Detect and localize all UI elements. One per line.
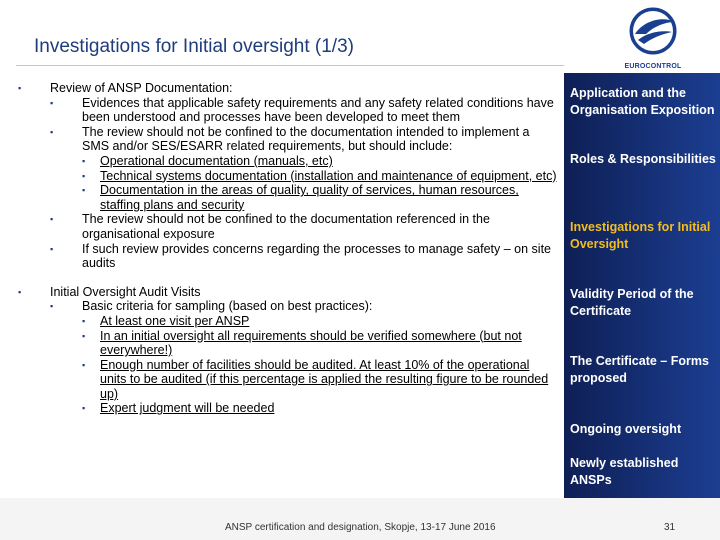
sub-bullet-text: Operational documentation (manuals, etc) [100, 153, 333, 168]
sub-bullet-text: Enough number of facilities should be audited. At least 10% of the operational units to be audited (if this percentage is applied the resulting figure to be rounded up) [100, 357, 549, 401]
sub-bullet-text: Technical systems documentation (installation and maintenance of equipment, etc) [100, 168, 557, 183]
section-heading: Initial Oversight Audit Visits [50, 284, 201, 299]
sidebar-item-roles[interactable]: Roles & Responsibilities [570, 152, 716, 166]
footer-caption: ANSP certification and designation, Skopje, 13-17 June 2016 [225, 522, 496, 533]
section-gap [18, 271, 558, 285]
page-number: 31 [664, 522, 676, 533]
content-body [18, 81, 558, 416]
bullet-marker: ▪ [50, 214, 54, 225]
bullet-marker: ▪ [82, 359, 86, 370]
bullet-marker: ▪ [50, 126, 54, 137]
bullet-item [50, 125, 558, 154]
sub-bullet-text: At least one visit per ANSP [100, 313, 250, 328]
sidebar-item-ongoing[interactable]: Ongoing oversight [570, 422, 682, 436]
bullet-text: The review should not be confined to the documentation intended to implement a SMS and/or SES/ESARR related requirements, but should include: [82, 124, 530, 154]
bullet-text: Evidences that applicable safety requirements and any safety related conditions have been understood and processes have been developed to meet them [82, 95, 554, 125]
sub-bullet-item [82, 169, 558, 184]
sub-bullet-item [82, 329, 558, 358]
section-heading: Review of ANSP Documentation: [50, 81, 233, 95]
sub-bullet-item [82, 154, 558, 169]
bullet-marker: ▪ [50, 243, 54, 254]
page-title: Investigations for Initial oversight (1/3) [34, 36, 354, 57]
sub-bullet-item [82, 401, 558, 416]
bullet-text: Basic criteria for sampling (based on best practices): [82, 299, 373, 314]
bullet-marker: ▪ [82, 155, 86, 166]
bullet-item [50, 299, 558, 314]
sub-bullet-item [82, 314, 558, 329]
bullet-marker: ▪ [82, 403, 86, 414]
bullet-item [50, 242, 558, 271]
sidebar-item-investigations[interactable]: Investigations for Initial Oversight [570, 220, 711, 251]
sidebar-item-certificate[interactable]: The Certificate – Forms proposed [570, 354, 709, 385]
bullet-text: The review should not be confined to the documentation referenced in the organisational exposure [82, 212, 490, 241]
sidebar-nav [564, 73, 720, 498]
sub-bullet-item [82, 183, 558, 212]
title-divider [16, 65, 564, 66]
bullet-text: If such review provides concerns regarding the processes to manage safety – on site audits [82, 241, 552, 271]
bullet-marker: ▪ [50, 301, 54, 312]
sidebar-item-validity[interactable]: Validity Period of the Certificate [570, 287, 694, 318]
sidebar-item-new-ansps[interactable]: Newly established ANSPs [570, 456, 679, 487]
bullet-marker: ▪ [82, 330, 86, 341]
bullet-marker: ▪ [18, 83, 22, 93]
bullet-marker: ▪ [50, 97, 54, 108]
sidebar-item-application[interactable]: Application and the Organisation Exposition [570, 86, 715, 117]
sub-bullet-text: Expert judgment will be needed [100, 401, 275, 416]
bullet-section [18, 81, 558, 96]
eurocontrol-logo [586, 0, 720, 73]
bullet-marker: ▪ [82, 185, 86, 196]
bullet-marker: ▪ [18, 286, 22, 297]
bullet-section [18, 285, 558, 300]
sub-bullet-item [82, 358, 558, 402]
logo-text: EUROCONTROL [624, 63, 682, 70]
bullet-item [50, 212, 558, 241]
bullet-marker: ▪ [82, 170, 86, 181]
sub-bullet-text: Documentation in the areas of quality, quality of services, human resources, staffing plans and security [100, 183, 519, 212]
sub-bullet-text: In an initial oversight all requirements should be verified somewhere (but not everywhere!) [100, 328, 522, 358]
bullet-item [50, 96, 558, 125]
bullet-marker: ▪ [82, 315, 86, 326]
footer-bar [0, 498, 720, 540]
